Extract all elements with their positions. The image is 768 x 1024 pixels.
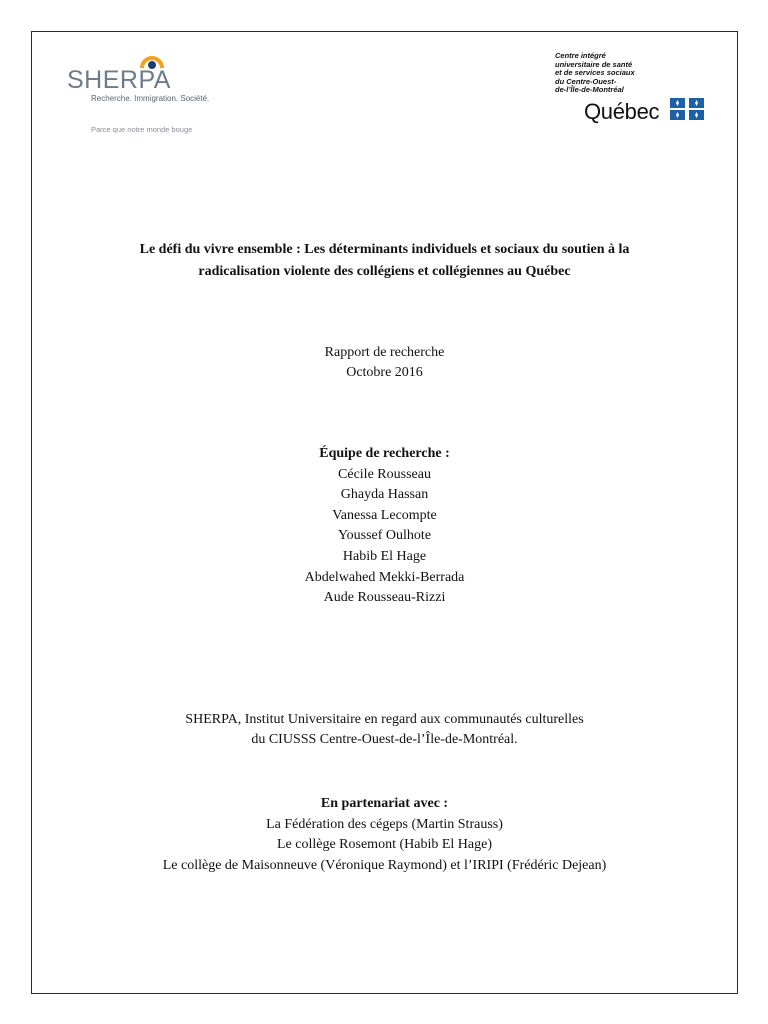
team-member: Vanessa Lecompte <box>332 507 437 523</box>
research-team <box>31 444 738 609</box>
partner-item: Le collège Rosemont (Habib El Hage) <box>277 837 492 852</box>
team-member: Aude Rousseau-Rizzi <box>323 590 446 606</box>
sherpa-wordmark: SHERPA <box>67 66 171 94</box>
team-member: Habib El Hage <box>342 548 427 564</box>
quebec-wordmark: Québec <box>584 99 660 124</box>
ciusss-name <box>555 52 635 95</box>
ciusss-line-1: Centre intégré <box>555 51 606 60</box>
title-line-2: radicalisation violente des collégiens et collégiennes au Québec <box>198 264 571 279</box>
team-member: Ghayda Hassan <box>340 487 429 503</box>
report-type: Rapport de recherche <box>324 345 445 360</box>
team-member: Cécile Rousseau <box>338 466 431 482</box>
partner-item: Le collège de Maisonneuve (Véronique Raymond) et l’IRIPI (Frédéric Dejean) <box>162 857 607 873</box>
quebec-logo <box>555 52 715 124</box>
team-member: Abdelwahed Mekki-Berrada <box>304 569 465 585</box>
partners <box>31 794 738 876</box>
report-date: Octobre 2016 <box>346 365 423 380</box>
quebec-flag-icon <box>670 98 704 120</box>
ciusss-line-2: universitaire de santé <box>555 59 633 69</box>
partner-item: La Fédération des cégeps (Martin Strauss) <box>266 816 503 832</box>
institution-line-2: du CIUSSS Centre-Ouest-de-l’Île-de-Montréal. <box>251 732 518 747</box>
report-info <box>31 343 738 383</box>
team-member: Youssef Oulhote <box>337 528 432 544</box>
institution <box>31 710 738 750</box>
sherpa-logo <box>67 48 227 138</box>
sherpa-slogan: Parce que notre monde bouge <box>91 125 193 134</box>
ciusss-line-3: et de services sociaux <box>555 68 635 77</box>
partners-heading: En partenariat avec : <box>320 796 449 811</box>
title-line-1: Le défi du vivre ensemble : Les déterminants individuels et sociaux du soutien à la <box>139 242 630 257</box>
team-heading: Équipe de recherche : <box>319 446 450 461</box>
document-title <box>31 239 738 283</box>
ciusss-line-4: du Centre-Ouest- <box>555 76 617 86</box>
ciusss-line-5: de-l’Île-de-Montréal <box>555 85 624 94</box>
institution-line-1: SHERPA, Institut Universitaire en regard aux communautés culturelles <box>185 712 584 727</box>
sherpa-tagline: Recherche. Immigration. Société. <box>91 94 210 103</box>
